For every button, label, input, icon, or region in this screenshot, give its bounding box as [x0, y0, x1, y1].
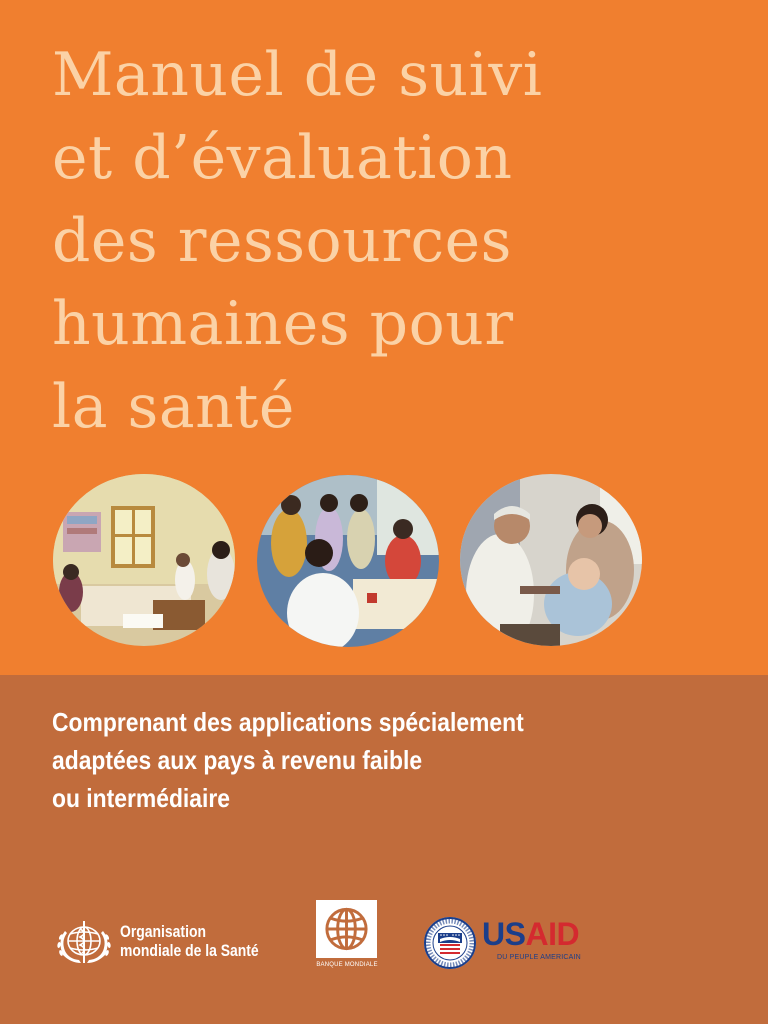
title-line-3: des ressources: [52, 206, 512, 276]
photo-doctor-child: [460, 474, 642, 646]
world-bank-caption: BANQUE MONDIALE: [316, 962, 378, 968]
usaid-seal-icon: [420, 915, 480, 971]
who-line-1: Organisation: [120, 922, 206, 941]
world-bank-logo: [316, 900, 377, 958]
who-line-2: mondiale de la Santé: [120, 941, 259, 960]
usaid-wordmark: [482, 917, 579, 951]
usaid-aid: AID: [525, 916, 580, 952]
usaid-us: US: [482, 916, 526, 952]
photo-health-worker: [257, 475, 439, 647]
subtitle-line-1: Comprenant des applications spécialement: [52, 707, 524, 737]
title-line-5: la santé: [52, 372, 295, 442]
document-title: [52, 34, 732, 449]
subtitle-line-3: ou intermédiaire: [52, 783, 231, 813]
world-bank-globe-icon: [322, 904, 371, 954]
who-emblem-icon: [53, 915, 115, 969]
photo-clinic-office: [53, 474, 235, 646]
who-logo-text: [120, 922, 259, 960]
document-subtitle: [52, 703, 650, 817]
title-line-2: et d’évaluation: [52, 123, 513, 193]
subtitle-line-2: adaptées aux pays à revenu faible: [52, 745, 423, 775]
usaid-tagline: DU PEUPLE AMERICAIN: [497, 954, 581, 961]
title-line-1: Manuel de suivi: [52, 40, 543, 110]
title-line-4: humaines pour: [52, 289, 514, 359]
